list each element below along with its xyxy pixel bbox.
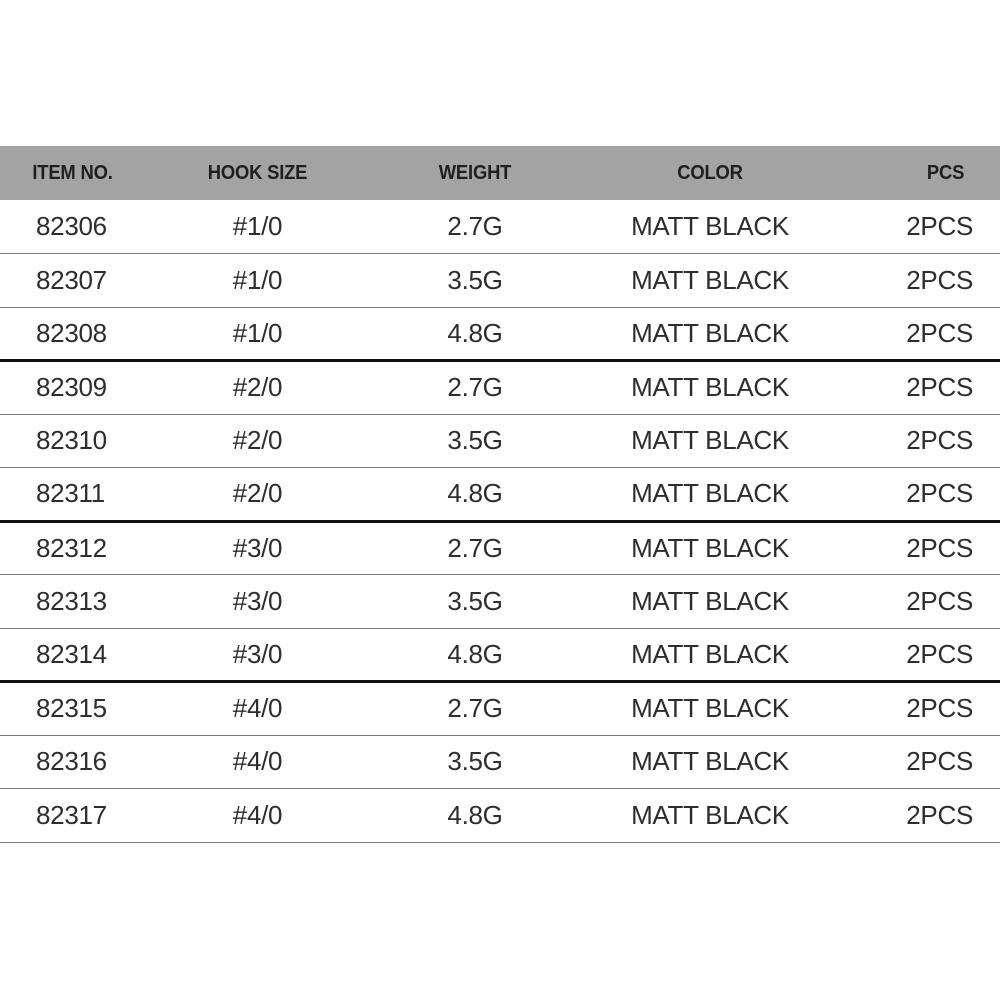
- table-row: [0, 789, 1000, 843]
- spec-table: [0, 146, 1000, 843]
- cell-hook-size: #3/0: [232, 638, 283, 669]
- table-row: [0, 361, 1000, 415]
- table-row: [0, 628, 1000, 682]
- cell-pcs: 2PCS: [906, 585, 973, 616]
- cell-color: MATT BLACK: [631, 799, 789, 830]
- table-row: [0, 468, 1000, 522]
- cell-item-no: 82310: [36, 425, 107, 456]
- header-color: COLOR: [677, 161, 743, 184]
- cell-pcs: 2PCS: [906, 211, 973, 241]
- cell-item-no: 82317: [36, 799, 107, 830]
- header-pcs: PCS: [926, 161, 965, 184]
- cell-pcs: 2PCS: [906, 693, 973, 724]
- cell-weight: 2.7G: [447, 532, 503, 563]
- cell-color: MATT BLACK: [631, 638, 789, 669]
- cell-color: MATT BLACK: [631, 317, 789, 348]
- table-row: [0, 735, 1000, 789]
- cell-weight: 2.7G: [447, 693, 503, 724]
- header-weight: WEIGHT: [438, 161, 512, 184]
- cell-item-no: 82316: [36, 746, 107, 777]
- cell-color: MATT BLACK: [631, 372, 789, 403]
- cell-color: MATT BLACK: [631, 746, 789, 777]
- table-body: [0, 200, 1000, 842]
- cell-pcs: 2PCS: [906, 425, 973, 456]
- cell-color: MATT BLACK: [631, 264, 789, 295]
- cell-hook-size: #4/0: [232, 799, 283, 830]
- cell-hook-size: #2/0: [232, 478, 283, 509]
- table-row: [0, 254, 1000, 308]
- cell-pcs: 2PCS: [906, 638, 973, 669]
- cell-color: MATT BLACK: [631, 693, 789, 724]
- cell-item-no: 82309: [36, 372, 107, 403]
- cell-pcs: 2PCS: [906, 317, 973, 348]
- cell-hook-size: #4/0: [232, 693, 283, 724]
- cell-pcs: 2PCS: [906, 478, 973, 509]
- cell-item-no: 82308: [36, 317, 107, 348]
- cell-item-no: 82314: [36, 638, 107, 669]
- cell-item-no: 82306: [36, 211, 107, 241]
- cell-item-no: 82311: [36, 478, 105, 509]
- cell-pcs: 2PCS: [906, 264, 973, 295]
- cell-weight: 4.8G: [447, 317, 503, 348]
- table-row: [0, 414, 1000, 468]
- cell-hook-size: #3/0: [232, 532, 283, 563]
- table-row: [0, 200, 1000, 254]
- cell-weight: 3.5G: [447, 264, 503, 295]
- table-header: [0, 146, 1000, 200]
- cell-hook-size: #4/0: [232, 746, 283, 777]
- cell-pcs: 2PCS: [906, 372, 973, 403]
- cell-item-no: 82313: [36, 585, 107, 616]
- table-row: [0, 521, 1000, 575]
- table-row: [0, 307, 1000, 361]
- cell-weight: 2.7G: [447, 211, 503, 241]
- header-row: [0, 146, 1000, 200]
- cell-hook-size: #2/0: [232, 425, 283, 456]
- cell-item-no: 82312: [36, 532, 107, 563]
- cell-color: MATT BLACK: [631, 425, 789, 456]
- table-row: [0, 575, 1000, 629]
- header-item-no: ITEM NO.: [32, 161, 113, 184]
- cell-color: MATT BLACK: [631, 211, 789, 241]
- cell-weight: 4.8G: [447, 478, 503, 509]
- cell-item-no: 82307: [36, 264, 107, 295]
- cell-hook-size: #2/0: [232, 372, 283, 403]
- cell-hook-size: #3/0: [232, 585, 283, 616]
- cell-item-no: 82315: [36, 693, 107, 724]
- header-hook-size: HOOK SIZE: [207, 161, 308, 184]
- table-row: [0, 682, 1000, 736]
- cell-pcs: 2PCS: [906, 799, 973, 830]
- cell-hook-size: #1/0: [232, 264, 283, 295]
- cell-pcs: 2PCS: [906, 532, 973, 563]
- cell-weight: 3.5G: [447, 746, 503, 777]
- cell-color: MATT BLACK: [631, 532, 789, 563]
- cell-hook-size: #1/0: [232, 211, 283, 241]
- cell-weight: 2.7G: [447, 372, 503, 403]
- cell-color: MATT BLACK: [631, 478, 789, 509]
- cell-weight: 3.5G: [447, 585, 503, 616]
- cell-weight: 3.5G: [447, 425, 503, 456]
- cell-weight: 4.8G: [447, 799, 503, 830]
- cell-weight: 4.8G: [447, 638, 503, 669]
- cell-color: MATT BLACK: [631, 585, 789, 616]
- cell-pcs: 2PCS: [906, 746, 973, 777]
- cell-hook-size: #1/0: [232, 317, 283, 348]
